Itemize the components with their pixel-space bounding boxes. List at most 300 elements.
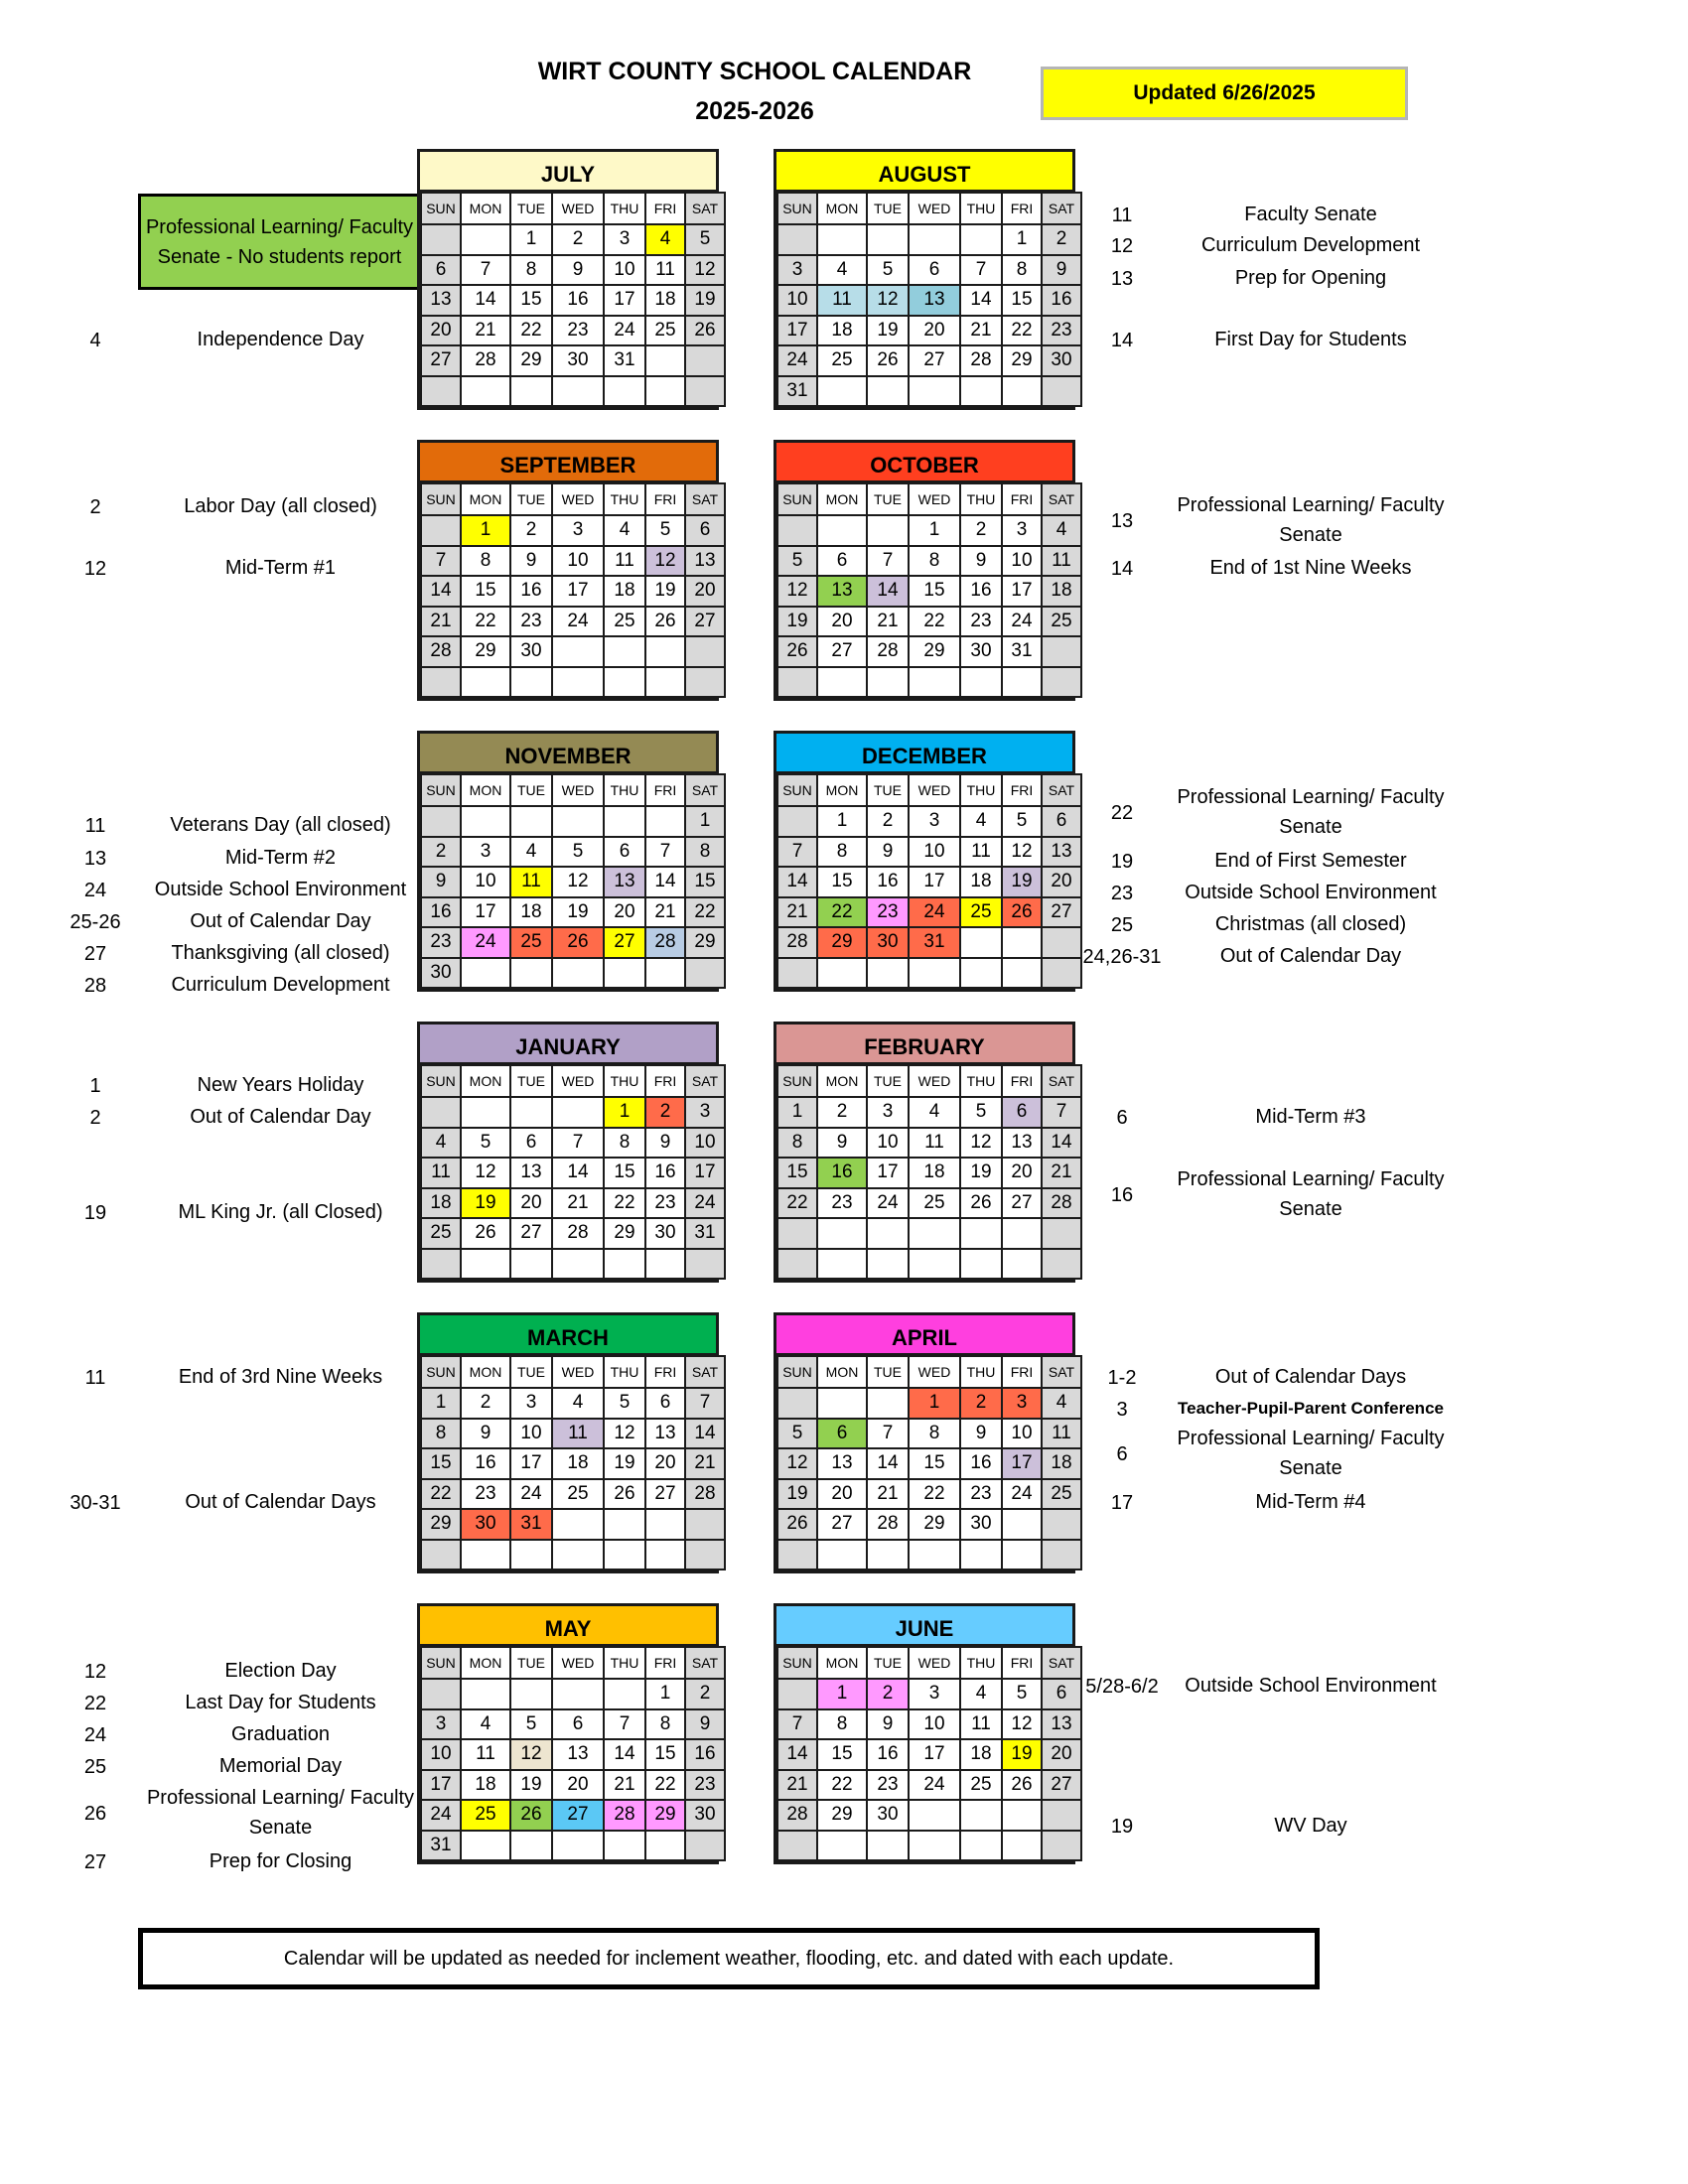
- day-cell: 4: [817, 255, 867, 286]
- empty-cell: [421, 515, 461, 546]
- day-cell: 17: [1002, 576, 1042, 607]
- event-date: 28: [83, 975, 107, 997]
- empty-cell: [645, 806, 685, 837]
- day-cell: 12: [1002, 1709, 1042, 1740]
- day-cell: 12: [960, 1128, 1002, 1159]
- day-cell: 19: [1002, 1739, 1042, 1770]
- day-cell: 23: [421, 927, 461, 958]
- day-cell: 24: [552, 607, 604, 637]
- day-cell: 17: [421, 1770, 461, 1801]
- empty-cell: [510, 1097, 552, 1128]
- day-cell: 12: [867, 285, 909, 316]
- day-cell: 11: [510, 867, 552, 897]
- weekday-header: MON: [461, 1647, 510, 1679]
- empty-cell: [1002, 1218, 1042, 1249]
- day-cell: 5: [685, 224, 725, 255]
- day-cell: 4: [960, 806, 1002, 837]
- day-cell: 28: [552, 1218, 604, 1249]
- day-cell: 17: [867, 1158, 909, 1188]
- empty-cell: [645, 1509, 685, 1540]
- day-cell: 15: [461, 576, 510, 607]
- empty-cell: [817, 1831, 867, 1861]
- weekday-header: SUN: [421, 1647, 461, 1679]
- event-text: Graduation: [231, 1723, 330, 1745]
- month-header: JANUARY: [420, 1024, 716, 1064]
- day-cell: 31: [510, 1509, 552, 1540]
- empty-cell: [685, 1249, 725, 1280]
- day-cell: 12: [510, 1739, 552, 1770]
- empty-cell: [960, 1218, 1002, 1249]
- weekday-header: SUN: [777, 1647, 817, 1679]
- empty-cell: [552, 636, 604, 667]
- empty-cell: [867, 376, 909, 407]
- weekday-header: WED: [909, 1356, 960, 1388]
- day-cell: 29: [685, 927, 725, 958]
- month-header: SEPTEMBER: [420, 443, 716, 482]
- pl-legend-box: [138, 194, 421, 290]
- empty-cell: [867, 1249, 909, 1280]
- day-cell: 18: [421, 1188, 461, 1219]
- day-cell: 24: [685, 1188, 725, 1219]
- day-cell: 1: [510, 224, 552, 255]
- day-cell: 16: [552, 285, 604, 316]
- empty-cell: [1002, 376, 1042, 407]
- day-cell: 14: [645, 867, 685, 897]
- event-date: 25: [1110, 914, 1134, 936]
- day-cell: 15: [421, 1448, 461, 1479]
- weekday-header: SUN: [777, 193, 817, 224]
- event-text: First Day for Students: [1214, 329, 1407, 350]
- event-text: Veterans Day (all closed): [170, 814, 391, 836]
- day-cell: 19: [461, 1188, 510, 1219]
- day-cell: 29: [1002, 345, 1042, 376]
- empty-cell: [777, 1831, 817, 1861]
- day-cell: 22: [909, 607, 960, 637]
- day-cell: 12: [777, 1448, 817, 1479]
- event-text: Out of Calendar Days: [185, 1491, 376, 1513]
- day-cell: 28: [777, 1800, 817, 1831]
- empty-cell: [510, 667, 552, 698]
- day-cell: 8: [909, 1419, 960, 1449]
- day-cell: 30: [510, 636, 552, 667]
- empty-cell: [817, 958, 867, 989]
- month-june: [774, 1603, 1075, 1864]
- day-cell: 26: [960, 1188, 1002, 1219]
- empty-cell: [645, 667, 685, 698]
- day-cell: 20: [817, 607, 867, 637]
- empty-cell: [960, 1540, 1002, 1570]
- day-cell: 29: [817, 927, 867, 958]
- empty-cell: [461, 806, 510, 837]
- empty-cell: [552, 958, 604, 989]
- weekday-header: TUE: [510, 193, 552, 224]
- day-cell: 18: [552, 1448, 604, 1479]
- day-cell: 8: [461, 546, 510, 577]
- weekday-header: TUE: [510, 483, 552, 515]
- weekday-header: FRI: [1002, 774, 1042, 806]
- day-cell: 16: [685, 1739, 725, 1770]
- weekday-header: THU: [604, 193, 645, 224]
- day-cell: 10: [1002, 546, 1042, 577]
- day-cell: 3: [461, 837, 510, 868]
- day-cell: 8: [421, 1419, 461, 1449]
- event-text: Curriculum Development: [171, 974, 390, 996]
- event-date: 22: [83, 1693, 107, 1714]
- day-cell: 5: [552, 837, 604, 868]
- weekday-header: WED: [552, 193, 604, 224]
- day-cell: 2: [1042, 224, 1081, 255]
- empty-cell: [510, 1831, 552, 1861]
- weekday-header: TUE: [867, 483, 909, 515]
- day-cell: 28: [960, 345, 1002, 376]
- weekday-header: TUE: [510, 1647, 552, 1679]
- event-text-line2: Senate: [248, 1817, 313, 1839]
- empty-cell: [645, 345, 685, 376]
- day-cell: 7: [960, 255, 1002, 286]
- day-cell: 2: [960, 1388, 1002, 1419]
- empty-cell: [960, 958, 1002, 989]
- day-cell: 7: [777, 1709, 817, 1740]
- day-cell: 1: [817, 1679, 867, 1709]
- empty-cell: [552, 376, 604, 407]
- event-text: Mid-Term #2: [224, 847, 337, 869]
- weekday-header: TUE: [510, 774, 552, 806]
- day-cell: 19: [1002, 867, 1042, 897]
- day-cell: 27: [1042, 897, 1081, 928]
- day-cell: 14: [552, 1158, 604, 1188]
- day-cell: 14: [685, 1419, 725, 1449]
- day-cell: 3: [1002, 1388, 1042, 1419]
- empty-cell: [510, 958, 552, 989]
- day-cell: 10: [604, 255, 645, 286]
- day-cell: 20: [685, 576, 725, 607]
- empty-cell: [909, 376, 960, 407]
- weekday-header: MON: [461, 1356, 510, 1388]
- day-cell: 25: [421, 1218, 461, 1249]
- day-cell: 27: [1042, 1770, 1081, 1801]
- day-cell: 13: [1042, 1709, 1081, 1740]
- empty-cell: [421, 1249, 461, 1280]
- day-cell: 16: [461, 1448, 510, 1479]
- day-cell: 27: [510, 1218, 552, 1249]
- empty-cell: [604, 806, 645, 837]
- weekday-header: MON: [817, 1065, 867, 1097]
- day-cell: 24: [777, 345, 817, 376]
- day-cell: 14: [1042, 1128, 1081, 1159]
- empty-cell: [777, 1679, 817, 1709]
- month-header: JUNE: [776, 1606, 1072, 1646]
- day-cell: 7: [421, 546, 461, 577]
- empty-cell: [817, 224, 867, 255]
- day-cell: 20: [552, 1770, 604, 1801]
- day-cell: 6: [421, 255, 461, 286]
- day-cell: 12: [685, 255, 725, 286]
- event-date: 16: [1110, 1184, 1134, 1206]
- day-cell: 23: [867, 1770, 909, 1801]
- day-cell: 24: [1002, 607, 1042, 637]
- empty-cell: [1002, 958, 1042, 989]
- day-cell: 6: [604, 837, 645, 868]
- empty-cell: [604, 1540, 645, 1570]
- day-cell: 4: [461, 1709, 510, 1740]
- day-cell: 31: [421, 1831, 461, 1861]
- day-cell: 9: [817, 1128, 867, 1159]
- weekday-header: SUN: [777, 483, 817, 515]
- empty-cell: [510, 376, 552, 407]
- day-cell: 30: [461, 1509, 510, 1540]
- day-cell: 19: [777, 1479, 817, 1510]
- empty-cell: [1002, 1800, 1042, 1831]
- day-cell: 8: [1002, 255, 1042, 286]
- weekday-header: SUN: [777, 774, 817, 806]
- weekday-header: WED: [909, 1065, 960, 1097]
- day-cell: 21: [960, 316, 1002, 346]
- event-date: 22: [1110, 802, 1134, 824]
- empty-cell: [777, 1218, 817, 1249]
- weekday-header: THU: [604, 1647, 645, 1679]
- day-cell: 8: [909, 546, 960, 577]
- event-text: Outside School Environment: [1185, 1675, 1437, 1697]
- day-cell: 4: [1042, 515, 1081, 546]
- day-cell: 15: [1002, 285, 1042, 316]
- day-cell: 13: [685, 546, 725, 577]
- day-cell: 21: [552, 1188, 604, 1219]
- day-cell: 17: [685, 1158, 725, 1188]
- day-cell: 7: [645, 837, 685, 868]
- day-cell: 18: [817, 316, 867, 346]
- empty-cell: [461, 958, 510, 989]
- weekday-header: MON: [817, 1647, 867, 1679]
- day-cell: 18: [960, 867, 1002, 897]
- empty-cell: [510, 1679, 552, 1709]
- day-cell: 20: [421, 316, 461, 346]
- empty-cell: [552, 1540, 604, 1570]
- day-cell: 22: [817, 897, 867, 928]
- day-cell: 13: [817, 576, 867, 607]
- day-cell: 22: [604, 1188, 645, 1219]
- day-cell: 25: [510, 927, 552, 958]
- empty-cell: [867, 1831, 909, 1861]
- event-date: 11: [84, 815, 106, 837]
- day-cell: 14: [604, 1739, 645, 1770]
- weekday-header: THU: [604, 774, 645, 806]
- event-text: Christmas (all closed): [1214, 913, 1407, 935]
- weekday-header: SAT: [1042, 193, 1081, 224]
- empty-cell: [685, 1831, 725, 1861]
- day-cell: 1: [645, 1679, 685, 1709]
- event-text: ML King Jr. (all Closed): [178, 1201, 383, 1223]
- empty-cell: [421, 1679, 461, 1709]
- day-cell: 3: [777, 255, 817, 286]
- day-cell: 27: [552, 1800, 604, 1831]
- month-header: DECEMBER: [776, 734, 1072, 773]
- empty-cell: [909, 1249, 960, 1280]
- empty-cell: [867, 1540, 909, 1570]
- day-cell: 6: [1042, 806, 1081, 837]
- day-cell: 2: [421, 837, 461, 868]
- day-cell: 25: [817, 345, 867, 376]
- day-cell: 7: [461, 255, 510, 286]
- empty-cell: [510, 1249, 552, 1280]
- day-cell: 18: [510, 897, 552, 928]
- month-may: [417, 1603, 719, 1864]
- day-cell: 26: [777, 636, 817, 667]
- day-cell: 24: [461, 927, 510, 958]
- empty-cell: [421, 376, 461, 407]
- weekday-header: SUN: [777, 1356, 817, 1388]
- event-text: Curriculum Development: [1200, 234, 1421, 256]
- month-november: [417, 731, 719, 992]
- event-date: 26: [83, 1803, 107, 1825]
- empty-cell: [421, 806, 461, 837]
- day-cell: 26: [461, 1218, 510, 1249]
- day-cell: 29: [604, 1218, 645, 1249]
- event-date: 30-31: [70, 1492, 121, 1514]
- day-cell: 3: [1002, 515, 1042, 546]
- day-cell: 25: [1042, 1479, 1081, 1510]
- day-cell: 26: [510, 1800, 552, 1831]
- day-cell: 22: [510, 316, 552, 346]
- event-date: 5/28-6/2: [1085, 1676, 1159, 1698]
- day-cell: 9: [552, 255, 604, 286]
- day-cell: 5: [510, 1709, 552, 1740]
- day-cell: 29: [510, 345, 552, 376]
- day-cell: 9: [685, 1709, 725, 1740]
- day-cell: 17: [552, 576, 604, 607]
- weekday-header: THU: [960, 193, 1002, 224]
- day-cell: 30: [645, 1218, 685, 1249]
- day-cell: 23: [685, 1770, 725, 1801]
- day-cell: 9: [1042, 255, 1081, 286]
- day-cell: 7: [1042, 1097, 1081, 1128]
- day-cell: 9: [421, 867, 461, 897]
- day-cell: 8: [777, 1128, 817, 1159]
- empty-cell: [909, 958, 960, 989]
- day-cell: 25: [604, 607, 645, 637]
- empty-cell: [817, 376, 867, 407]
- day-cell: 10: [1002, 1419, 1042, 1449]
- day-cell: 28: [604, 1800, 645, 1831]
- event-date: 6: [1116, 1443, 1128, 1465]
- empty-cell: [421, 1540, 461, 1570]
- day-cell: 3: [909, 1679, 960, 1709]
- empty-cell: [909, 224, 960, 255]
- day-cell: 5: [777, 1419, 817, 1449]
- day-cell: 17: [461, 897, 510, 928]
- day-cell: 15: [909, 1448, 960, 1479]
- day-cell: 18: [645, 285, 685, 316]
- empty-cell: [1002, 1831, 1042, 1861]
- empty-cell: [645, 958, 685, 989]
- day-cell: 6: [817, 1419, 867, 1449]
- day-cell: 9: [960, 546, 1002, 577]
- day-cell: 7: [777, 837, 817, 868]
- day-cell: 27: [1002, 1188, 1042, 1219]
- empty-cell: [909, 1800, 960, 1831]
- empty-cell: [685, 636, 725, 667]
- month-header: OCTOBER: [776, 443, 1072, 482]
- day-cell: 14: [777, 1739, 817, 1770]
- empty-cell: [510, 1540, 552, 1570]
- event-text-line2: Senate: [1279, 524, 1342, 546]
- empty-cell: [960, 376, 1002, 407]
- weekday-header: TUE: [510, 1065, 552, 1097]
- day-cell: 23: [552, 316, 604, 346]
- day-cell: 6: [552, 1709, 604, 1740]
- empty-cell: [552, 1249, 604, 1280]
- day-cell: 10: [867, 1128, 909, 1159]
- weekday-header: MON: [461, 774, 510, 806]
- event-text: Independence Day: [197, 329, 364, 350]
- day-cell: 4: [552, 1388, 604, 1419]
- day-cell: 13: [1002, 1128, 1042, 1159]
- event-date: 1: [89, 1075, 101, 1097]
- event-date: 12: [83, 558, 107, 580]
- empty-cell: [685, 376, 725, 407]
- empty-cell: [604, 1249, 645, 1280]
- day-cell: 11: [817, 285, 867, 316]
- day-cell: 12: [645, 546, 685, 577]
- day-cell: 13: [552, 1739, 604, 1770]
- weekday-header: FRI: [645, 1647, 685, 1679]
- day-cell: 17: [909, 867, 960, 897]
- day-cell: 30: [867, 1800, 909, 1831]
- day-cell: 4: [1042, 1388, 1081, 1419]
- day-cell: 1: [909, 1388, 960, 1419]
- day-cell: 29: [909, 1509, 960, 1540]
- day-cell: 21: [777, 1770, 817, 1801]
- weekday-header: SAT: [685, 774, 725, 806]
- empty-cell: [461, 224, 510, 255]
- day-cell: 12: [777, 576, 817, 607]
- day-cell: 24: [867, 1188, 909, 1219]
- weekday-header: MON: [817, 1356, 867, 1388]
- day-cell: 9: [510, 546, 552, 577]
- day-cell: 11: [552, 1419, 604, 1449]
- day-cell: 30: [960, 1509, 1002, 1540]
- event-date: 19: [83, 1202, 107, 1224]
- day-cell: 1: [604, 1097, 645, 1128]
- day-cell: 17: [510, 1448, 552, 1479]
- day-cell: 30: [552, 345, 604, 376]
- day-cell: 2: [867, 806, 909, 837]
- event-text: Professional Learning/ Faculty: [1177, 1428, 1445, 1449]
- day-cell: 21: [1042, 1158, 1081, 1188]
- empty-cell: [1002, 927, 1042, 958]
- day-cell: 24: [909, 897, 960, 928]
- month-header: APRIL: [776, 1315, 1072, 1355]
- month-december: [774, 731, 1075, 992]
- day-cell: 26: [604, 1479, 645, 1510]
- day-cell: 21: [461, 316, 510, 346]
- page-title: WIRT COUNTY SCHOOL CALENDAR: [537, 58, 972, 85]
- weekday-header: TUE: [867, 1356, 909, 1388]
- empty-cell: [552, 1509, 604, 1540]
- event-text: Memorial Day: [218, 1755, 343, 1777]
- empty-cell: [1002, 1509, 1042, 1540]
- empty-cell: [461, 1831, 510, 1861]
- day-cell: 16: [1042, 285, 1081, 316]
- day-cell: 15: [909, 576, 960, 607]
- month-february: [774, 1022, 1075, 1283]
- empty-cell: [552, 1097, 604, 1128]
- day-cell: 22: [817, 1770, 867, 1801]
- day-cell: 5: [1002, 806, 1042, 837]
- weekday-header: SAT: [1042, 1647, 1081, 1679]
- day-cell: 3: [421, 1709, 461, 1740]
- month-march: [417, 1312, 719, 1573]
- day-cell: 18: [909, 1158, 960, 1188]
